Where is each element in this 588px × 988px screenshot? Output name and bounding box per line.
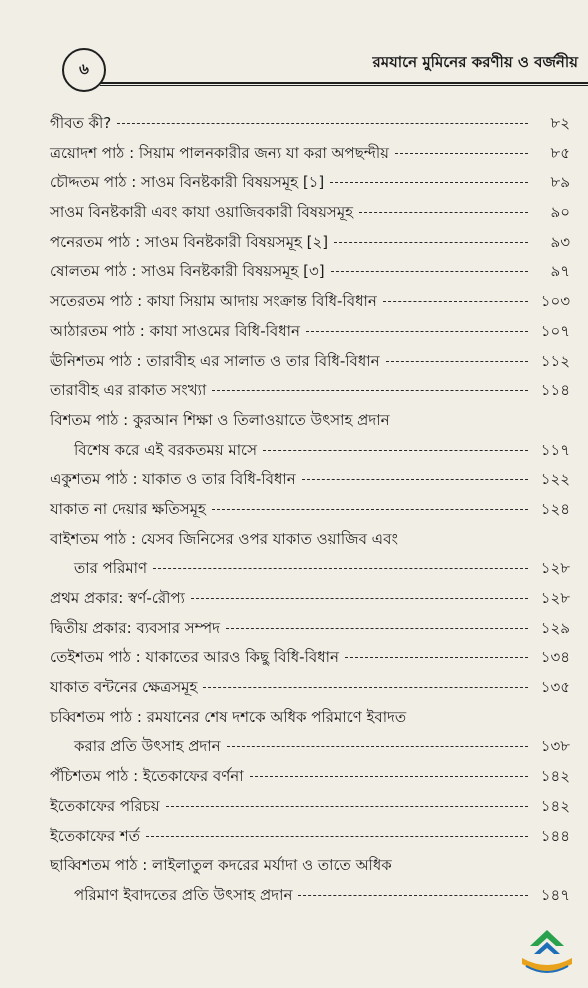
toc-row [50, 439, 570, 469]
toc-row [50, 676, 570, 706]
toc-row [50, 735, 570, 765]
toc-row [50, 557, 570, 587]
toc-page-number: ১০৩ [540, 292, 570, 311]
toc-entry[interactable] [50, 112, 570, 142]
toc-title: পরিমাণ ইবাদতের প্রতি উৎসাহ প্রদান [74, 885, 293, 904]
toc-entry[interactable] [50, 142, 570, 172]
toc-entry[interactable] [50, 498, 570, 528]
toc-row [50, 201, 570, 231]
toc-leader [298, 895, 528, 896]
toc-leader [306, 331, 528, 332]
toc-page-number: ৯৭ [550, 262, 570, 281]
toc-title: তেইশতম পাঠ : যাকাতের আরও কিছু বিধি-বিধান [50, 648, 339, 667]
toc-leader [146, 836, 528, 837]
toc-row [50, 854, 570, 884]
toc-row [50, 142, 570, 172]
toc-page-number: ১২৮ [540, 559, 570, 578]
toc-leader [212, 509, 528, 510]
toc-row [50, 825, 570, 855]
toc-page-number: ১১২ [540, 351, 570, 370]
toc-page-number: ১০৭ [540, 321, 570, 340]
toc-leader [226, 628, 528, 629]
toc-row [50, 617, 570, 647]
toc-entry[interactable] [50, 231, 570, 261]
toc-page-number: ১২৮ [540, 589, 570, 607]
toc-leader [227, 746, 528, 747]
toc-leader [191, 598, 528, 599]
toc-title: বিশেষ করে এই বরকতময় মাসে [74, 440, 257, 459]
toc-entry[interactable] [50, 409, 570, 468]
toc-leader [263, 450, 528, 451]
toc-leader [345, 657, 528, 658]
toc-title: পঁচিশতম পাঠ : ইতেকাফের বর্ণনা [50, 767, 244, 786]
running-title: রমযানে মুমিনের করণীয় ও বর্জনীয় [372, 53, 578, 71]
toc-entry[interactable] [50, 617, 570, 647]
toc-entry[interactable] [50, 320, 570, 350]
toc-entry[interactable] [50, 528, 570, 587]
toc-page-number: ৮৯ [550, 173, 570, 192]
toc-leader [153, 568, 528, 569]
toc-leader [331, 271, 528, 272]
toc-title: চৌদ্দতম পাঠ : সাওম বিনষ্টকারী বিষয়সমূহ [১] [50, 173, 325, 192]
toc-title: ঊনিশতম পাঠ : তারাবীহ এর সালাত ও তার বিধি-বিধান [50, 351, 380, 370]
toc-title: বাইশতম পাঠ : যেসব জিনিসের ওপর যাকাত ওয়াজিব এবং [50, 529, 398, 548]
toc-entry[interactable] [50, 765, 570, 795]
toc-title: ষোলতম পাঠ : সাওম বিনষ্টকারী বিষয়সমূহ [৩] [50, 262, 325, 281]
toc-page-number: ৮২ [550, 114, 570, 132]
toc-entry[interactable] [50, 795, 570, 825]
toc-leader [117, 123, 528, 124]
toc-leader [386, 361, 528, 362]
toc-row [50, 231, 570, 261]
toc-title: পনেরতম পাঠ : সাওম বিনষ্টকারী বিষয়সমূহ [২] [50, 232, 329, 251]
toc-title: যাকাত না দেয়ার ক্ষতিসমূহ [50, 499, 206, 518]
toc-entry[interactable] [50, 468, 570, 498]
toc-title: সাওম বিনষ্টকারী এবং কাযা ওয়াজিবকারী বিষয়সমূহ [50, 203, 354, 222]
toc-title: চব্বিশতম পাঠ : রমযানের শেষ দশকে অধিক পরিমাণে ইবাদত [50, 707, 407, 726]
toc-row [50, 320, 570, 350]
header-rule [100, 82, 588, 84]
toc-leader [334, 242, 528, 243]
toc-page-number: ১৪২ [540, 767, 570, 786]
toc-title: বিশতম পাঠ : কুরআন শিক্ষা ও তিলাওয়াতে উৎসাহ প্রদান [50, 410, 390, 429]
page-header [40, 40, 588, 84]
header-rule-secondary [100, 85, 588, 86]
page-number: ৬ [62, 48, 106, 92]
toc-row [50, 498, 570, 528]
toc-page-number: ১২২ [540, 470, 570, 489]
toc-page-number: ১২৯ [540, 618, 570, 637]
toc-page-number: ১১৭ [540, 440, 570, 459]
toc-row [50, 409, 570, 439]
toc-title: ইতেকাফের পরিচয় [50, 796, 160, 815]
toc-page-number: ৯০ [550, 203, 570, 222]
table-of-contents [50, 112, 570, 914]
toc-leader [203, 687, 528, 688]
toc-row [50, 528, 570, 558]
toc-leader [383, 301, 528, 302]
toc-page-number: ৯৩ [550, 232, 570, 251]
toc-entry[interactable] [50, 379, 570, 409]
toc-title: একুশতম পাঠ : যাকাত ও তার বিধি-বিধান [50, 470, 296, 489]
toc-entry[interactable] [50, 587, 570, 617]
toc-row [50, 468, 570, 498]
toc-entry[interactable] [50, 350, 570, 380]
toc-leader [302, 479, 528, 480]
toc-page-number: ৮৫ [550, 143, 570, 162]
toc-row [50, 290, 570, 320]
toc-page-number: ১৪২ [540, 796, 570, 815]
toc-leader [359, 212, 528, 213]
toc-page-number: ১১৪ [540, 381, 570, 400]
toc-page-number: ১৩৪ [540, 648, 570, 667]
toc-page-number: ১৪৪ [540, 826, 570, 845]
toc-entry[interactable] [50, 260, 570, 290]
toc-title: প্রথম প্রকার: স্বর্ণ-রৌপ্য [50, 589, 185, 607]
toc-title: ইতেকাফের শর্ত [50, 826, 141, 845]
toc-row [50, 350, 570, 380]
toc-row [50, 795, 570, 825]
toc-entry[interactable] [50, 646, 570, 676]
toc-title: ছাব্বিশতম পাঠ : লাইলাতুল কদরের মর্যাদা ও তাতে অধিক [50, 856, 392, 875]
toc-row [50, 112, 570, 142]
toc-page-number: ১৪৭ [540, 885, 570, 904]
toc-row [50, 379, 570, 409]
toc-title: দ্বিতীয় প্রকার: ব্যবসার সম্পদ [50, 618, 220, 637]
toc-page-number: ১৩৫ [540, 678, 570, 697]
toc-row [50, 884, 570, 914]
toc-leader [395, 153, 528, 154]
publisher-logo-icon [516, 928, 578, 980]
toc-entry[interactable] [50, 201, 570, 231]
toc-page-number: ১২৪ [540, 499, 570, 518]
toc-entry[interactable] [50, 854, 570, 913]
toc-title: গীবত কী? [50, 114, 112, 132]
toc-title: সতেরতম পাঠ : কাযা সিয়াম আদায় সংক্রান্ত বিধি-বিধান [50, 292, 377, 311]
toc-leader [250, 776, 528, 777]
toc-title: ত্রয়োদশ পাঠ : সিয়াম পালনকারীর জন্য যা করা অপছন্দীয় [50, 143, 389, 162]
toc-page-number: ১৩৮ [540, 737, 570, 756]
toc-entry[interactable] [50, 676, 570, 706]
toc-title: তারাবীহ এর রাকাত সংখ্যা [50, 381, 207, 400]
toc-entry[interactable] [50, 171, 570, 201]
toc-entry[interactable] [50, 825, 570, 855]
toc-leader [212, 390, 528, 391]
toc-entry[interactable] [50, 290, 570, 320]
toc-leader [166, 806, 528, 807]
toc-title: তার পরিমাণ [74, 559, 148, 578]
toc-title: করার প্রতি উৎসাহ প্রদান [74, 737, 221, 756]
toc-row [50, 260, 570, 290]
toc-title: যাকাত বন্টনের ক্ষেত্রসমূহ [50, 678, 198, 697]
toc-row [50, 706, 570, 736]
toc-title: আঠারতম পাঠ : কাযা সাওমের বিধি-বিধান [50, 321, 300, 340]
toc-row [50, 646, 570, 676]
toc-entry[interactable] [50, 706, 570, 765]
toc-leader [330, 182, 528, 183]
toc-row [50, 587, 570, 617]
toc-row [50, 765, 570, 795]
toc-row [50, 171, 570, 201]
